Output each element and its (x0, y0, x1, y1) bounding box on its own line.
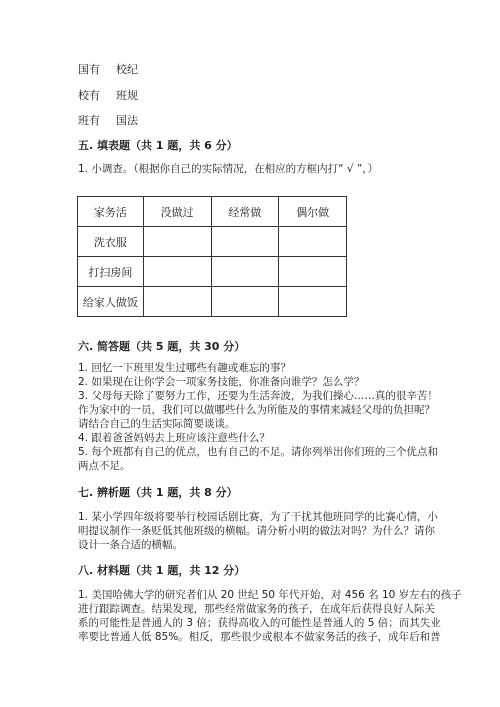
survey-table (77, 196, 347, 317)
match-row (78, 112, 138, 128)
question-line: 请结合自己的生活实际简要谈谈。 (78, 418, 236, 430)
answer-cell[interactable] (279, 227, 347, 257)
section-6-heading: 六. 简答题（共 5 题，共 30 分） (78, 340, 246, 353)
question-line: 明提议制作一条贬低其他班级的横幅。请分析小明的做法对吗？为什么？请你 (78, 525, 435, 537)
question-line: 作为家中的一员，我们可以做哪些什么为所能及的事情来减轻父母的负担呢？ (78, 404, 435, 416)
row-label: 打扫房间 (78, 257, 144, 287)
match-right: 班规 (116, 89, 138, 102)
question-line: 4. 跟着爸爸妈妈去上班应该注意些什么？ (78, 432, 270, 444)
question-line: 两点不足。 (78, 460, 131, 472)
section-5-heading: 五. 填表题（共 1 题，共 6 分） (78, 139, 238, 152)
question-line: 1. 某小学四年级将要举行校园话剧比赛，为了干扰其他班同学的比赛心情，小 (78, 511, 438, 523)
question-line: 设计一条合适的横幅。 (78, 539, 183, 551)
answer-cell[interactable] (211, 287, 279, 317)
section-7-heading: 七. 辨析题（共 1 题，共 8 分） (78, 486, 238, 499)
answer-cell[interactable] (143, 287, 211, 317)
match-row (78, 87, 138, 103)
row-label: 洗衣服 (78, 227, 144, 257)
question-line: 5. 每个班都有自己的优点，也有自己的不足。请你列举出你们班的三个优点和 (78, 446, 438, 458)
table-row (78, 287, 347, 317)
question-line: 3. 父母每天除了要努力工作，还要为生活奔波，为我们操心……真的很辛苦！ (78, 390, 438, 402)
material-line: 1. 美国哈佛大学的研究者们从 20 世纪 50 年代开始，对 456 名 10 岁左右的孩子 (78, 589, 462, 601)
material-line: 率要比普通人低 85%。相反，那些很少或根本不做家务活的孩子，成年后和普 (78, 631, 441, 643)
match-left: 班有 (78, 114, 100, 127)
answer-cell[interactable] (143, 257, 211, 287)
table-row (78, 257, 347, 287)
match-right: 校纪 (116, 63, 138, 76)
question-line: 2. 如果现在让你学会一项家务技能，你准备向谁学？怎么学？ (78, 376, 365, 388)
header-cell: 偶尔做 (279, 197, 347, 227)
match-right: 国法 (116, 114, 138, 127)
row-label: 给家人做饭 (78, 287, 144, 317)
table-row (78, 227, 347, 257)
table-header-row (78, 197, 347, 227)
material-line: 系的可能性是普通人的 3 倍；获得高收入的可能性是普通人的 5 倍；而其失业 (78, 617, 441, 629)
answer-cell[interactable] (211, 227, 279, 257)
section-8-heading: 八. 材料题（共 1 题，共 12 分） (78, 564, 246, 577)
material-line: 进行跟踪调查。结果发现，那些经常做家务的孩子，在成年后获得良好人际关 (78, 603, 435, 615)
header-cell: 没做过 (143, 197, 211, 227)
answer-cell[interactable] (279, 257, 347, 287)
answer-cell[interactable] (279, 287, 347, 317)
match-left: 国有 (78, 63, 100, 76)
survey-question: 1. 小调查。（根据你自己的实际情况，在相应的方框内打“ √ ”，） (78, 163, 379, 175)
question-line: 1. 回忆一下班里发生过哪些有趣或难忘的事？ (78, 362, 291, 374)
match-left: 校有 (78, 89, 100, 102)
match-row (78, 61, 138, 77)
header-cell: 经常做 (211, 197, 279, 227)
answer-cell[interactable] (211, 257, 279, 287)
answer-cell[interactable] (143, 227, 211, 257)
header-cell: 家务活 (78, 197, 144, 227)
